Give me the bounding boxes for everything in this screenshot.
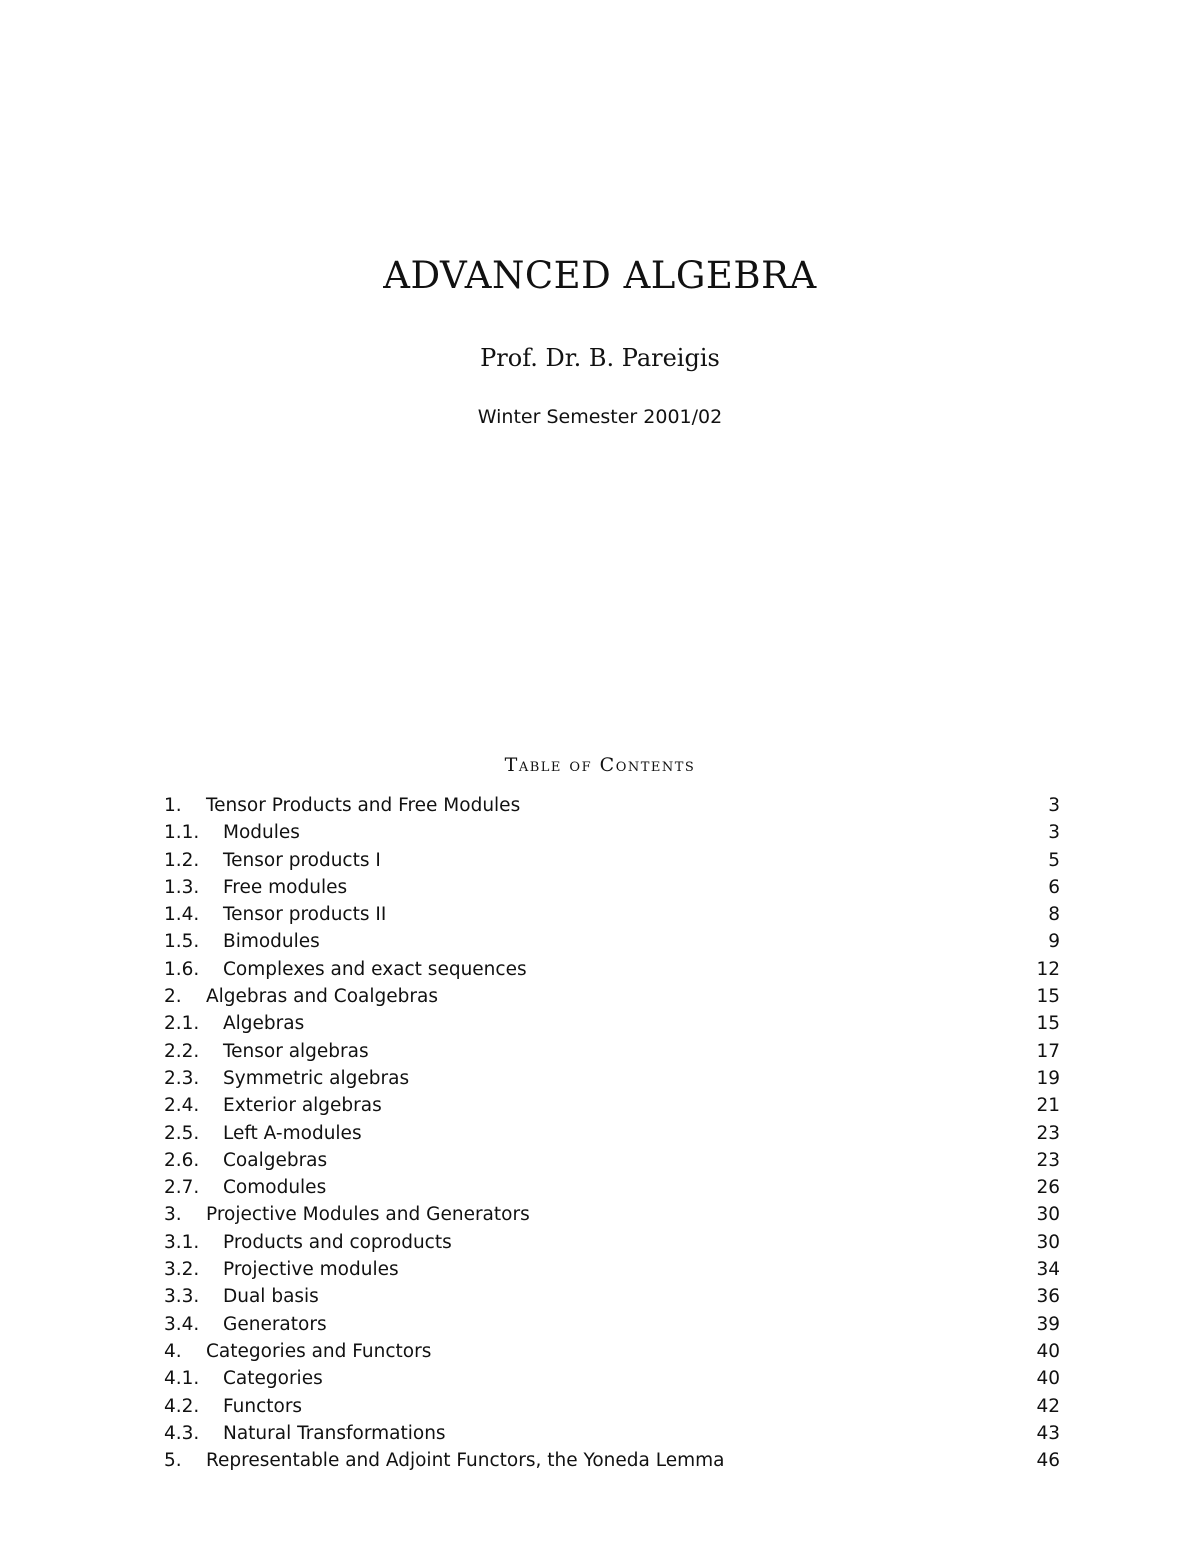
toc-entry[interactable] [164, 1311, 1060, 1338]
toc-entry[interactable] [164, 1256, 1060, 1283]
toc-entry-number: 4.1. [164, 1368, 200, 1390]
toc-entry-number: 2.1. [164, 1013, 200, 1035]
toc-entry[interactable] [164, 928, 1060, 955]
toc-entry-title: Categories and Functors [206, 1340, 432, 1362]
toc-entry[interactable] [164, 1120, 1060, 1147]
toc-entry-page: 23 [1036, 1149, 1060, 1171]
toc-entry[interactable] [164, 1038, 1060, 1065]
document-author: Prof. Dr. B. Pareigis [480, 344, 720, 372]
toc-entry-title: Projective modules [223, 1259, 399, 1281]
toc-entry-page: 3 [1048, 795, 1060, 816]
toc-entry-title: Modules [223, 822, 300, 844]
toc-entry-page: 30 [1036, 1231, 1060, 1253]
table-of-contents [164, 792, 1060, 1474]
toc-entry[interactable] [164, 1420, 1060, 1447]
toc-entry-title: Generators [223, 1313, 327, 1335]
toc-entry-title: Algebras [223, 1013, 305, 1035]
toc-entry-number: 1.6. [164, 958, 200, 980]
toc-entry-page: 15 [1036, 1013, 1060, 1035]
toc-entry-page: 30 [1036, 1204, 1060, 1226]
toc-entry[interactable] [164, 1065, 1060, 1092]
toc-entry-page: 9 [1048, 931, 1060, 953]
toc-entry-page: 46 [1036, 1450, 1060, 1472]
toc-entry-number: 2.7. [164, 1177, 200, 1199]
toc-entry-number: 3.1. [164, 1231, 200, 1253]
toc-entry-page: 40 [1036, 1368, 1060, 1390]
toc-entry[interactable] [164, 1147, 1060, 1174]
toc-entry-title: Tensor Products and Free Modules [206, 795, 521, 816]
toc-entry-number: 2.6. [164, 1149, 200, 1171]
toc-entry-page: 12 [1036, 958, 1060, 980]
toc-entry-title: Bimodules [223, 931, 320, 953]
toc-entry[interactable] [164, 874, 1060, 901]
toc-entry[interactable] [164, 819, 1060, 846]
toc-entry-page: 6 [1048, 876, 1060, 898]
toc-entry-page: 21 [1036, 1095, 1060, 1117]
toc-entry-page: 42 [1036, 1395, 1060, 1417]
toc-entry-number: 2.4. [164, 1095, 200, 1117]
toc-entry-page: 36 [1036, 1286, 1060, 1308]
toc-entry[interactable] [164, 1201, 1060, 1228]
toc-entry-number: 1.5. [164, 931, 200, 953]
toc-entry-number: 1.3. [164, 876, 200, 898]
toc-entry-number: 1. [164, 795, 182, 816]
toc-entry-page: 26 [1036, 1177, 1060, 1199]
document-semester: Winter Semester 2001/02 [477, 406, 723, 428]
toc-entry[interactable] [164, 847, 1060, 874]
toc-entry-number: 1.2. [164, 849, 200, 871]
toc-entry-number: 2.5. [164, 1122, 200, 1144]
toc-entry-title: Complexes and exact sequences [223, 958, 527, 980]
toc-entry[interactable] [164, 1229, 1060, 1256]
toc-entry-number: 3. [164, 1204, 182, 1226]
toc-entry-number: 5. [164, 1450, 182, 1472]
toc-entry[interactable] [164, 1283, 1060, 1310]
toc-entry-title: Symmetric algebras [223, 1067, 410, 1089]
toc-entry-number: 2.2. [164, 1040, 200, 1062]
toc-entry-title: Tensor products II [223, 904, 387, 926]
toc-entry-page: 5 [1048, 849, 1060, 871]
toc-entry-title: Products and coproducts [223, 1231, 452, 1253]
toc-entry[interactable] [164, 1092, 1060, 1119]
toc-entry-page: 23 [1036, 1122, 1060, 1144]
toc-entry-number: 2.3. [164, 1067, 200, 1089]
toc-entry-title: Tensor products I [223, 849, 381, 871]
toc-entry-number: 1.1. [164, 822, 200, 844]
toc-entry-number: 4.2. [164, 1395, 200, 1417]
toc-entry[interactable] [164, 1338, 1060, 1365]
toc-entry-title: Functors [223, 1395, 303, 1417]
toc-entry[interactable] [164, 1447, 1060, 1474]
toc-entry-number: 1.4. [164, 904, 200, 926]
toc-entry-title: Dual basis [223, 1286, 319, 1308]
toc-entry-page: 17 [1036, 1040, 1060, 1062]
toc-entry-number: 4.3. [164, 1422, 200, 1444]
toc-entry-title: Algebras and Coalgebras [206, 986, 438, 1008]
toc-entry-page: 34 [1036, 1259, 1060, 1281]
toc-entry-page: 15 [1036, 986, 1060, 1008]
toc-entry[interactable] [164, 901, 1060, 928]
toc-entry-page: 43 [1036, 1422, 1060, 1444]
toc-entry-page: 3 [1048, 822, 1060, 844]
toc-entry-title: Free modules [223, 876, 348, 898]
toc-entry[interactable] [164, 1393, 1060, 1420]
toc-entry-number: 4. [164, 1340, 182, 1362]
toc-entry[interactable] [164, 1010, 1060, 1037]
toc-entry[interactable] [164, 1365, 1060, 1392]
toc-entry[interactable] [164, 1174, 1060, 1201]
toc-entry-page: 19 [1036, 1067, 1060, 1089]
toc-entry-page: 39 [1036, 1313, 1060, 1335]
toc-heading: Table of Contents [504, 754, 696, 776]
toc-entry[interactable] [164, 956, 1060, 983]
toc-entry-number: 3.2. [164, 1259, 200, 1281]
toc-entry[interactable] [164, 792, 1060, 819]
toc-entry-title: Projective Modules and Generators [206, 1204, 530, 1226]
toc-entry-title: Coalgebras [223, 1149, 328, 1171]
toc-entry-title: Natural Transformations [223, 1422, 446, 1444]
toc-entry[interactable] [164, 983, 1060, 1010]
toc-entry-title: Left A-modules [223, 1122, 362, 1144]
toc-entry-title: Comodules [223, 1177, 327, 1199]
toc-entry-title: Exterior algebras [223, 1095, 382, 1117]
toc-entry-number: 3.4. [164, 1313, 200, 1335]
toc-entry-title: Categories [223, 1368, 323, 1390]
toc-entry-page: 40 [1036, 1340, 1060, 1362]
document-title: ADVANCED ALGEBRA [383, 254, 817, 297]
toc-entry-title: Representable and Adjoint Functors, the Yoneda Lemma [206, 1450, 725, 1472]
toc-entry-number: 3.3. [164, 1286, 200, 1308]
toc-entry-page: 8 [1048, 904, 1060, 926]
toc-entry-title: Tensor algebras [223, 1040, 369, 1062]
toc-entry-number: 2. [164, 986, 182, 1008]
